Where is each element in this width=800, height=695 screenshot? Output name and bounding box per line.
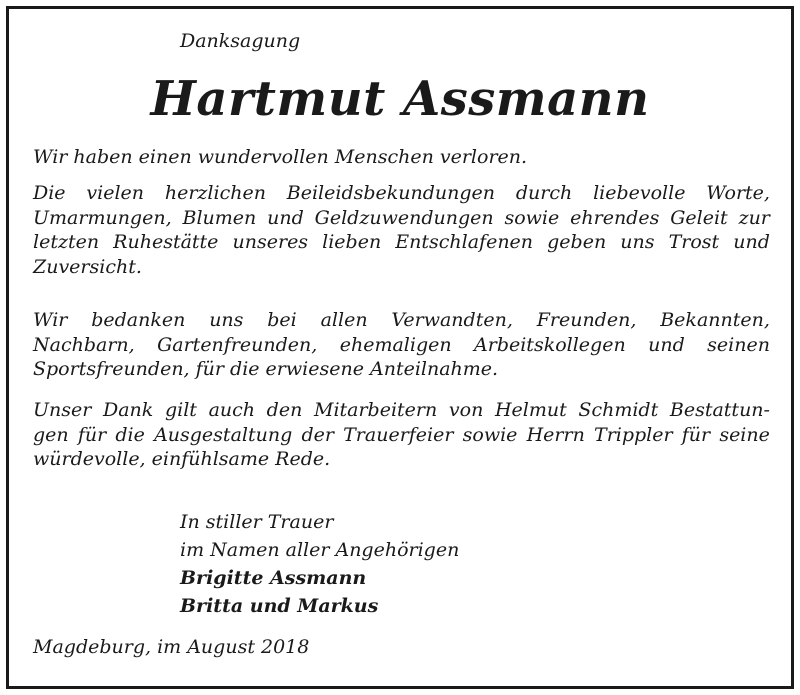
paragraph-funeral-thanks [33, 398, 770, 472]
paragraph-intro [33, 145, 770, 170]
place-date: Magdeburg, im August 2018 [33, 636, 310, 658]
word: geben [547, 231, 607, 253]
word: Geldzuwendungen [314, 206, 494, 229]
word: gen [33, 423, 69, 446]
word: Ausgestaltung [154, 423, 293, 446]
paragraph-line [33, 423, 770, 448]
word: auch [208, 399, 256, 421]
paragraph-line [33, 333, 770, 358]
paragraph-line [33, 181, 770, 206]
paragraph-line [33, 206, 770, 231]
paragraph-line [33, 230, 770, 255]
word: allen [320, 309, 368, 331]
paragraph-thanks [33, 308, 770, 382]
signoff-block [180, 508, 459, 620]
word: Unser [33, 399, 92, 421]
word: herzlichen [164, 182, 266, 204]
word: Trost [668, 231, 720, 253]
paragraph-line: Sportsfreunden, für die erwiesene Anteilnahme. [33, 358, 499, 380]
word: uns [209, 309, 244, 331]
word: Wir [33, 309, 68, 331]
word: letzten [33, 231, 100, 253]
word: bei [267, 309, 297, 331]
word: Entschlafenen [395, 231, 534, 253]
word: Trauerfeier [343, 423, 454, 446]
word: sowie [504, 206, 560, 229]
word: Helmut [494, 399, 567, 421]
word: unseres [232, 231, 309, 253]
word: für [77, 423, 107, 446]
word: zur [738, 206, 770, 229]
word: und [648, 333, 685, 356]
word: für [681, 423, 711, 446]
paragraph-line: Zuversicht. [33, 255, 142, 278]
word: und [733, 231, 770, 253]
word: vielen [86, 182, 145, 204]
word: den [266, 399, 303, 421]
paragraph-line: Wir haben einen wundervollen Menschen verloren. [33, 146, 528, 168]
word: gilt [164, 399, 197, 421]
word: ehrendes [570, 206, 660, 229]
word: Herrn [526, 423, 585, 446]
word: und [267, 206, 304, 229]
paragraph-line [33, 308, 770, 333]
word: liebevolle [593, 182, 686, 204]
signoff-line: im Namen aller Angehörigen [180, 539, 460, 561]
word: sowie [462, 423, 518, 446]
word: Geleit [670, 206, 728, 229]
word: die [115, 423, 145, 446]
word: Arbeitskollegen [474, 333, 626, 356]
word: Die [33, 182, 66, 204]
word: uns [620, 231, 655, 253]
word: Ruhestätte [113, 231, 219, 253]
word: Freunden, [536, 309, 637, 331]
word: Mitarbeitern [313, 399, 438, 421]
word: ehemaligen [339, 333, 452, 356]
word: Dank [102, 399, 154, 421]
word: Schmidt [578, 399, 659, 421]
word: lieben [322, 231, 382, 253]
signoff-line: In stiller Trauer [180, 511, 334, 533]
word: Worte, [706, 182, 770, 204]
word: Umarmungen, [33, 206, 172, 229]
word: seinen [707, 333, 770, 356]
paragraph-condolences [33, 181, 770, 279]
word: Trippler [594, 423, 673, 446]
word: Nachbarn, [33, 333, 135, 356]
paragraph-line [33, 398, 770, 423]
word: bedanken [91, 309, 186, 331]
word: Beileidsbekundungen [286, 182, 496, 204]
deceased-name: Hartmut Assmann [150, 71, 650, 127]
signer-name: Brigitte Assmann [180, 567, 367, 589]
word: Verwandten, [391, 309, 513, 331]
notice-heading: Danksagung [180, 30, 301, 52]
paragraph-line: würdevolle, einfühlsame Rede. [33, 448, 331, 470]
word: Gartenfreunden, [157, 333, 318, 356]
word: Blumen [182, 206, 257, 229]
word: der [301, 423, 334, 446]
signer-name: Britta und Markus [180, 595, 379, 617]
word: Bestattun- [669, 399, 770, 421]
word: durch [515, 182, 573, 204]
word: Bekannten, [660, 309, 770, 331]
word: von [448, 399, 484, 421]
word: seine [719, 423, 770, 446]
